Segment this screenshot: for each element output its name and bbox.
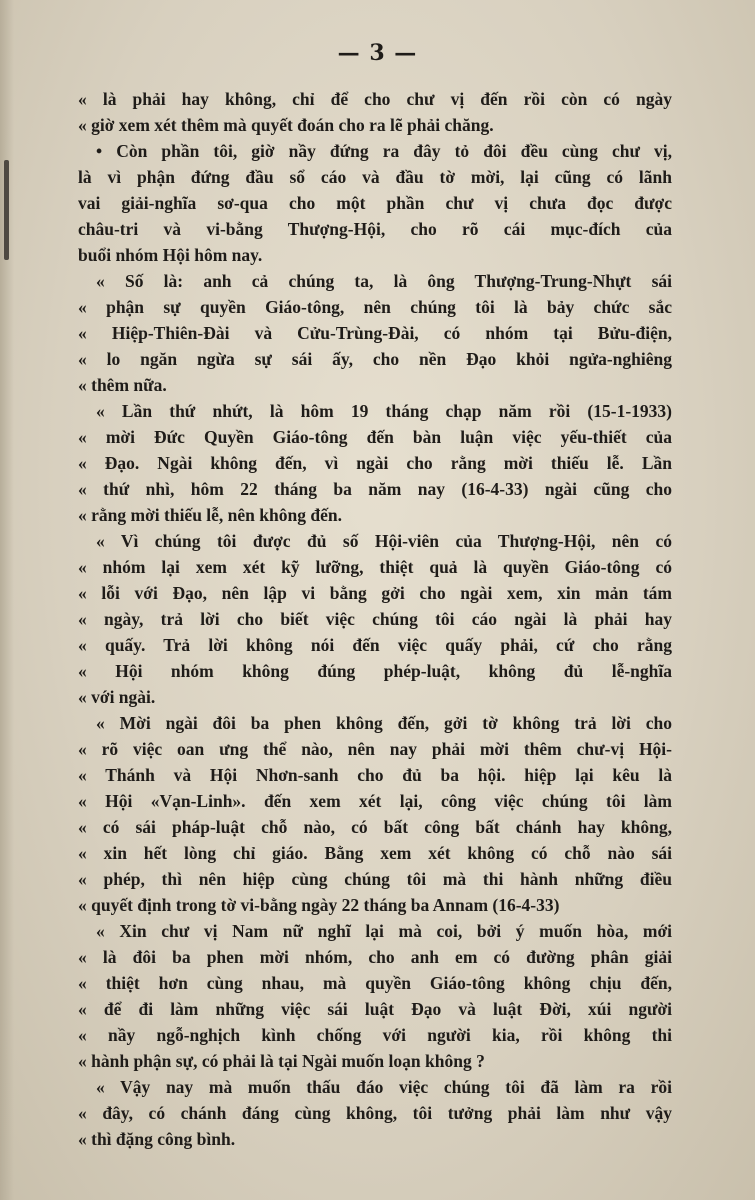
text-line: « Số là: anh cả chúng ta, là ông Thượng-Trung-Nhựt sái <box>96 271 672 291</box>
text-line: « với ngài. <box>78 687 156 707</box>
text-line: buổi nhóm Hội hôm nay. <box>78 245 263 265</box>
text-line: « phận sự quyền Giáo-tông, nên chúng tôi là bảy chức sắc <box>78 297 672 317</box>
text-line: « mời Đức Quyền Giáo-tông đến bàn luận việc yếu-thiết của <box>78 427 672 447</box>
paragraph <box>78 710 672 918</box>
page-number: — 3 — <box>337 40 418 66</box>
text-line: « Vì chúng tôi được đủ số Hội-viên của Thượng-Hội, nên có <box>96 531 672 551</box>
text-line: « thứ nhì, hôm 22 tháng ba năm nay (16-4-33) ngài cũng cho <box>78 479 672 499</box>
text-line: « ngày, trả lời cho biết việc chúng tôi cáo ngài là phải hay <box>78 609 672 629</box>
text-line: « nầy ngỗ-nghịch kình chống với người kia, rồi không thi <box>78 1025 672 1045</box>
paragraph <box>78 528 672 710</box>
text-line: « nhóm lại xem xét kỹ lưỡng, thiệt quả là quyền Giáo-tông có <box>78 557 672 577</box>
text-line: « rằng mời thiếu lễ, nên không đến. <box>78 505 342 525</box>
text-line: « thì đặng công bình. <box>78 1129 236 1149</box>
paragraph <box>78 1074 672 1152</box>
paragraph <box>78 398 672 528</box>
text-line: vai giải-nghĩa sơ-qua cho một phần chư vị chưa đọc được <box>78 193 672 213</box>
text-line: « quấy. Trả lời không nói đến việc quấy phải, cứ cho rằng <box>78 635 672 655</box>
text-line: châu-tri và vi-bằng Thượng-Hội, cho rõ cái mục-đích của <box>78 219 672 239</box>
paragraph <box>78 268 672 398</box>
paragraph <box>78 918 672 1074</box>
paragraph <box>78 138 672 268</box>
text-line: « phép, thì nên hiệp cùng chúng tôi mà thi hành những điều <box>78 869 672 889</box>
text-line: « Mời ngài đôi ba phen không đến, gởi tờ không trả lời cho <box>96 713 672 733</box>
text-line: « rõ việc oan ưng thể nào, nên nay phải mời thêm chư-vị Hội- <box>78 739 672 759</box>
body-text <box>78 86 672 1152</box>
text-line: « xin hết lòng chỉ giáo. Bằng xem xét không có chỗ nào sái <box>78 843 672 863</box>
text-line: « giờ xem xét thêm mà quyết đoán cho ra lẽ phải chăng. <box>78 115 494 135</box>
text-line: « Thánh và Hội Nhơn-sanh cho đủ ba hội. hiệp lại kêu là <box>78 765 672 785</box>
text-line: « đây, có chánh đáng cùng không, tôi tưởng phải làm như vậy <box>78 1103 672 1123</box>
text-line: « Xin chư vị Nam nữ nghĩ lại mà coi, bởi ý muốn hòa, mới <box>96 921 672 941</box>
text-line: • Còn phần tôi, giờ nầy đứng ra đây tỏ đôi đều cùng chư vị, <box>96 141 672 161</box>
text-line: « hành phận sự, có phải là tại Ngài muốn loạn không ? <box>78 1051 485 1071</box>
text-line: « thiệt hơn cùng nhau, mà quyền Giáo-tông không chịu đến, <box>78 973 672 993</box>
text-line: « lo ngăn ngừa sự sái ấy, cho nền Đạo khỏi ngửa-nghiêng <box>78 349 672 369</box>
text-line: « Lần thứ nhứt, là hôm 19 tháng chạp năm rồi (15-1-1933) <box>96 401 672 421</box>
text-line: « lỗi với Đạo, nên lập vi bằng gởi cho ngài xem, xin mản tám <box>78 583 672 603</box>
text-line: « Hội «Vạn-Linh». đến xem xét lại, công việc chúng tôi làm <box>78 791 672 811</box>
text-line: « Hiệp-Thiên-Đài và Cửu-Trùng-Đài, có nhóm tại Bửu-điện, <box>78 323 672 343</box>
text-line: « để đi làm những việc sái luật Đạo và luật Đời, xúi người <box>78 999 672 1019</box>
text-line: « thêm nữa. <box>78 375 167 395</box>
text-line: « Hội nhóm không đúng phép-luật, không đủ lễ-nghĩa <box>78 661 672 681</box>
text-line: « là đôi ba phen mời nhóm, cho anh em có đường phân giải <box>78 947 672 967</box>
binding-mark <box>4 160 9 260</box>
text-line: « Vậy nay mà muốn thấu đáo việc chúng tôi đã làm ra rồi <box>96 1077 672 1097</box>
text-line: « quyết định trong tờ vi-bằng ngày 22 tháng ba Annam (16-4-33) <box>78 895 560 915</box>
paragraph <box>78 86 672 138</box>
text-line: « Đạo. Ngài không đến, vì ngài cho rằng mời thiếu lễ. Lần <box>78 453 672 473</box>
text-line: « có sái pháp-luật chỗ nào, có bất công bất chánh hay không, <box>78 817 672 837</box>
text-line: « là phải hay không, chỉ để cho chư vị đến rồi còn có ngày <box>78 89 672 109</box>
text-line: là vì phận đứng đầu sổ cáo và đầu tờ mời, lại cũng có lãnh <box>78 167 672 187</box>
